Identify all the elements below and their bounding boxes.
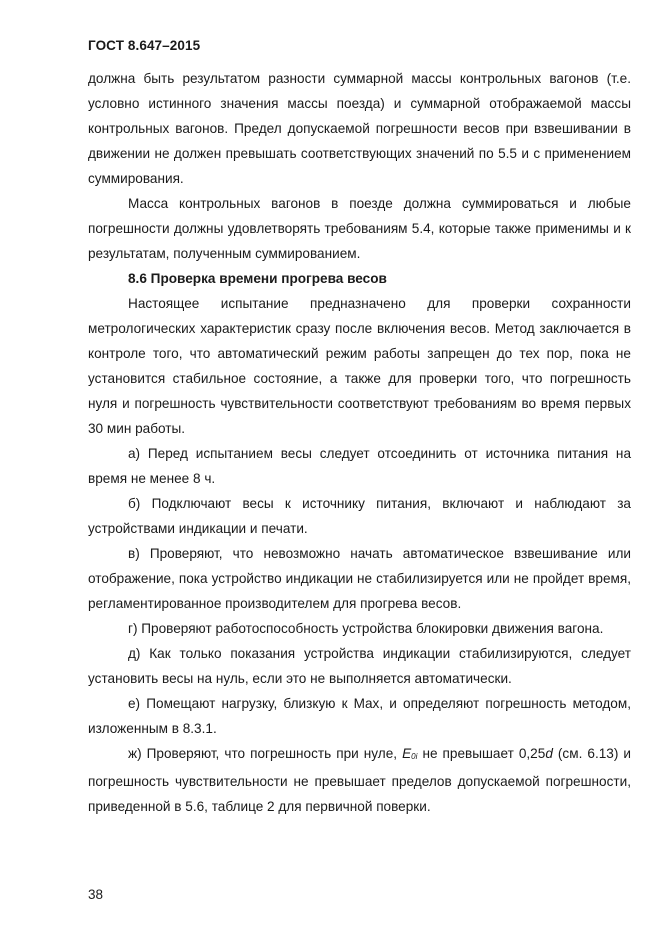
section-intro: Настоящее испытание предназначено для проверки сохранности метрологических характеристик сразу после включения весов. Метод заключается в контроле того, что автоматический режим работы запрещен до тех пор, пока не установится стабильное состояние, а также для проверки того, что погрешность нуля и погрешность чувствительности соответствуют требованиям во время первых 30 мин работы. (88, 296, 631, 436)
paragraph-summation: Масса контрольных вагонов в поезде должна суммироваться и любые погрешности должны удовлетворять требованиям 5.4, которые также применимы и к результатам, полученным суммированием. (88, 196, 631, 261)
paragraph-continuation: должна быть результатом разности суммарной массы контрольных вагонов (т.е. условно истинного значения массы поезда) и суммарной отображаемой массы контрольных вагонов. Предел допускаемой погрешности весов при взвешивании в движении не должен превышать соответствующих значений по 5.5 и с применением суммирования. (88, 71, 631, 186)
list-item-zh-middle: не превышает 0,25 (417, 746, 546, 761)
page-number: 38 (88, 887, 104, 902)
list-item-zh-suffix: (см. 6.13) и погрешность чувствительности не превышает пределов допускаемой погрешности, приведенной в 5.6, таблице 2 для первичной поверки. (88, 746, 631, 814)
list-item-zh (88, 741, 631, 819)
list-item-g: г) Проверяют работоспособность устройства блокировки движения вагона. (128, 621, 604, 636)
section-title: 8.6 Проверка времени прогрева весов (128, 271, 387, 286)
list-item-d: д) Как только показания устройства индикации стабилизируются, следует установить весы на нуль, если это не выполняется автоматически. (88, 646, 631, 686)
list-item-zh-prefix: ж) Проверяют, что погрешность при нуле, (128, 746, 403, 761)
list-item-b: б) Подключают весы к источнику питания, включают и наблюдают за устройствами индикации и печати. (88, 496, 631, 536)
standard-header: ГОСТ 8.647–2015 (88, 38, 201, 53)
list-item-e: е) Помещают нагрузку, близкую к Max, и определяют погрешность методом, изложенным в 8.3.1. (88, 696, 631, 736)
list-item-a: а) Перед испытанием весы следует отсоединить от источника питания на время не менее 8 ч. (88, 446, 631, 486)
scale-interval-symbol: d (545, 746, 553, 761)
error-symbol: $E_{0i}$ (402, 746, 418, 761)
list-item-v: в) Проверяют, что невозможно начать автоматическое взвешивание или отображение, пока устройство индикации не стабилизируется или не пройдет время, регламентированное производителем для прогрева весов. (88, 546, 631, 611)
error-symbol-subscript: 0i (411, 752, 418, 761)
document-body (88, 66, 631, 819)
